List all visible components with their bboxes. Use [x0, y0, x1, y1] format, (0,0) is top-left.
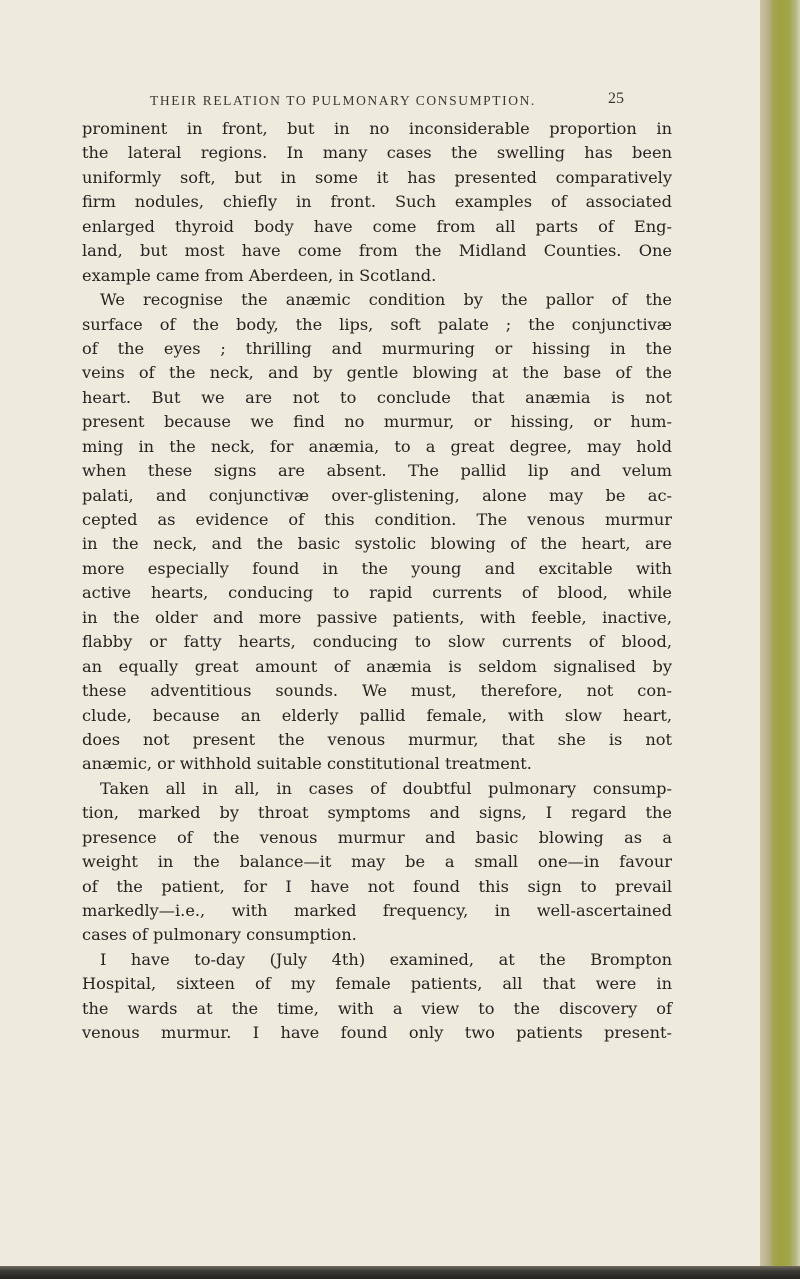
text-line: flabby or fatty hearts, conducing to slow currents of blood, — [82, 632, 672, 652]
body-text — [82, 117, 672, 1046]
text-line: an equally great amount of anæmia is seldom signalised by — [82, 656, 672, 676]
text-line: I have to-day (July 4th) examined, at the Brompton — [100, 949, 672, 969]
text-line: firm nodules, chiefly in front. Such examples of associated — [82, 192, 672, 212]
text-line: land, but most have come from the Midland Counties. One — [82, 241, 672, 261]
text-line: more especially found in the young and excitable with — [82, 558, 672, 578]
text-line: We recognise the anæmic condition by the pallor of the — [100, 290, 672, 310]
text-line: of the eyes ; thrilling and murmuring or hissing in the — [82, 338, 672, 358]
text-line: cases of pulmonary consumption. — [82, 925, 357, 945]
text-line: Hospital, sixteen of my female patients, all that were in — [82, 974, 672, 994]
page-number: 25 — [608, 90, 624, 107]
text-line: weight in the balance—it may be a small one—in favour — [82, 852, 672, 872]
text-line: prominent in front, but in no inconsiderable proportion in — [82, 119, 672, 138]
text-line: clude, because an elderly pallid female, with slow heart, — [82, 705, 672, 725]
text-line: active hearts, conducing to rapid currents of blood, while — [82, 583, 672, 603]
text-line: uniformly soft, but in some it has presented comparatively — [82, 167, 672, 187]
text-line: the lateral regions. In many cases the swelling has been — [82, 143, 672, 163]
text-line: tion, marked by throat symptoms and signs, I regard the — [82, 803, 672, 823]
text-line: cepted as evidence of this condition. The venous murmur — [82, 510, 672, 529]
text-line: does not present the venous murmur, that she is not — [82, 729, 672, 749]
text-line: present because we find no murmur, or hissing, or hum- — [82, 412, 672, 432]
text-line: palati, and conjunctivæ over-glistening, alone may be ac- — [82, 485, 672, 505]
text-line: venous murmur. I have found only two patients present- — [82, 1023, 672, 1043]
text-line: anæmic, or withhold suitable constitutional treatment. — [82, 754, 532, 774]
text-line: markedly—i.e., with marked frequency, in well-ascertained — [82, 901, 672, 920]
bottom-edge — [0, 1266, 800, 1279]
text-line: enlarged thyroid body have come from all parts of Eng- — [82, 216, 672, 236]
text-line: the wards at the time, with a view to the discovery of — [82, 998, 672, 1018]
text-line: of the patient, for I have not found this sign to prevail — [82, 876, 672, 896]
text-line: these adventitious sounds. We must, therefore, not con- — [82, 681, 672, 701]
text-line: heart. But we are not to conclude that anæmia is not — [82, 387, 672, 407]
running-head: THEIR RELATION TO PULMONARY CONSUMPTION. — [150, 93, 536, 108]
text-line: Taken all in all, in cases of doubtful pulmonary consump- — [100, 778, 672, 798]
text-line: example came from Aberdeen, in Scotland. — [82, 265, 437, 285]
text-line: in the neck, and the basic systolic blowing of the heart, are — [82, 534, 672, 554]
text-line: ming in the neck, for anæmia, to a great degree, may hold — [82, 436, 672, 456]
text-line: in the older and more passive patients, with feeble, inactive, — [82, 607, 672, 627]
text-line: surface of the body, the lips, soft palate ; the conjunctivæ — [82, 314, 672, 334]
text-line: presence of the venous murmur and basic blowing as a — [82, 827, 672, 847]
text-line: veins of the neck, and by gentle blowing at the base of the — [82, 363, 672, 383]
text-line: when these signs are absent. The pallid lip and velum — [82, 461, 672, 481]
page-edge — [760, 0, 800, 1279]
